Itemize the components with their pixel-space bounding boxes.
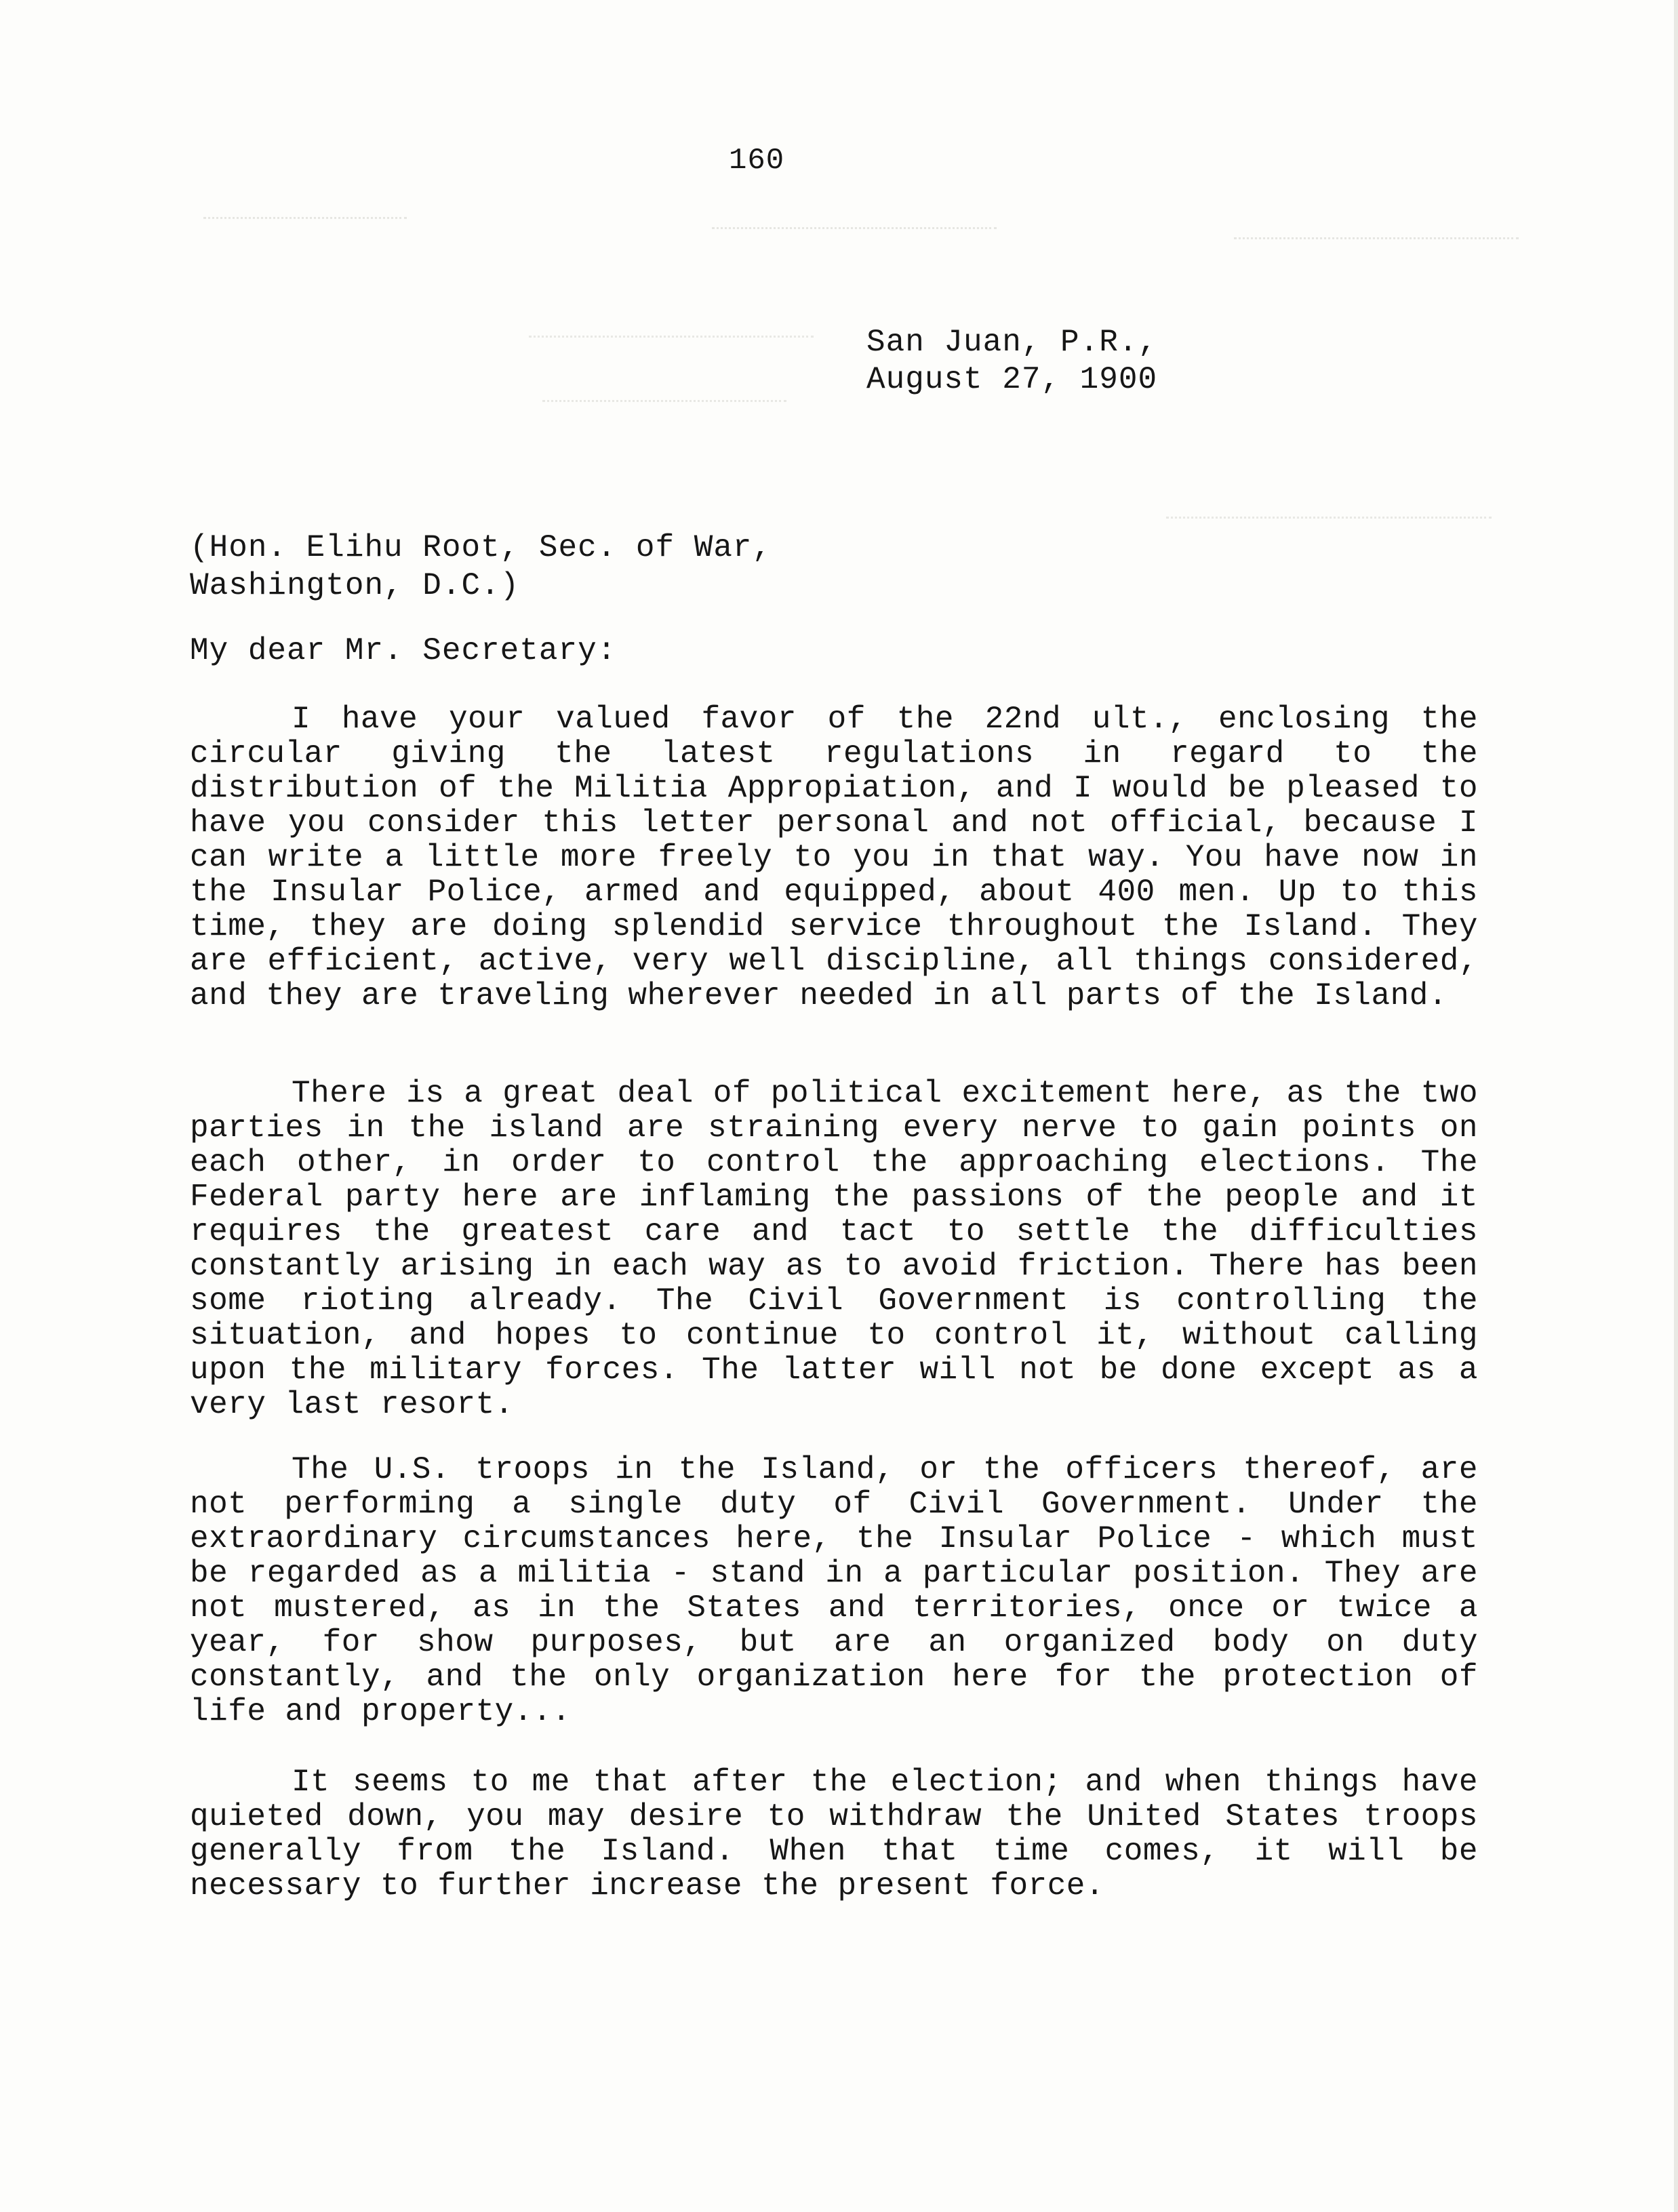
place-line: San Juan, P.R., <box>866 325 1158 360</box>
body-paragraph-1: I have your valued favor of the 22nd ult., enclosing the circular giving the latest regulations in regard to the distribution of the Militia Appropiation, and I would be pleased to have you consider this letter personal and not official, because I can write a little more freely to you in that way. You have now in the Insular Police, armed and equipped, about 400 men. Up to this time, they are doing splendid service throughout the Island. They are efficient, active, very well discipline, all things considered, and they are traveling wherever needed in all parts of the Island. <box>190 702 1478 1013</box>
recipient-line-1: (Hon. Elihu Root, Sec. of War, <box>190 530 772 565</box>
body-paragraph-4: It seems to me that after the election; and when things have quieted down, you may desire to withdraw the United States troops generally from the Island. When that time comes, it will be necessary to further increase the present force. <box>190 1765 1478 1904</box>
recipient-line-2: Washington, D.C.) <box>190 568 520 603</box>
page-edge-shadow <box>1674 0 1678 2212</box>
date-line: August 27, 1900 <box>866 362 1158 397</box>
bleed-through-mark <box>1166 517 1492 527</box>
salutation: My dear Mr. Secretary: <box>190 633 617 668</box>
bleed-through-mark <box>529 336 814 346</box>
dateline <box>866 324 1157 399</box>
body-paragraph-3: The U.S. troops in the Island, or the officers thereof, are not performing a single duty of Civil Government. Under the extraordinary circumstances here, the Insular Police - which must be regarded as a militia - stand in a particular position. They are not mustered, as in the States and territories, once or twice a year, for show purposes, but are an organized body on duty constantly, and the only organization here for the protection of life and property... <box>190 1452 1478 1729</box>
page-number: 160 <box>729 144 785 178</box>
bleed-through-mark <box>712 227 997 239</box>
bleed-through-mark <box>203 217 407 228</box>
bleed-through-mark <box>542 400 786 410</box>
recipient-address <box>190 529 772 605</box>
bleed-through-mark <box>1234 237 1519 249</box>
body-paragraph-2: There is a great deal of political excitement here, as the two parties in the island are straining every nerve to gain points on each other, in order to control the approaching elections. The Federal party here are inflaming the passions of the people and it requires the greatest care and tact to settle the difficulties constantly arising in each way as to avoid friction. There has been some rioting already. The Civil Government is controlling the situation, and hopes to continue to control it, without calling upon the military forces. The latter will not be done except as a very last resort. <box>190 1076 1478 1422</box>
